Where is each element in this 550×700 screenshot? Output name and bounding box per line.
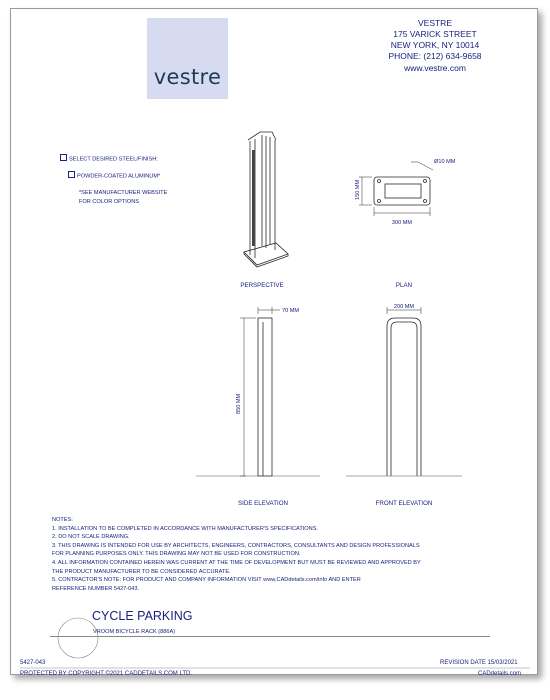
company-street: 175 VARICK STREET — [393, 29, 477, 39]
side-elevation-label: SIDE ELEVATION — [238, 500, 288, 507]
company-website: www.vestre.com — [404, 63, 466, 73]
color-note-1: *SEE MANUFACTURER WEBSITE — [79, 190, 168, 196]
note-item: 5. CONTRACTOR'S NOTE: FOR PRODUCT AND COMPANY INFORMATION VISIT www.CADdetails.com/info AND ENTER — [52, 577, 361, 584]
color-note-2: FOR COLOR OPTIONS — [79, 199, 139, 205]
company-city: NEW YORK, NY 10014 — [390, 40, 480, 50]
note-item: 1. INSTALLATION TO BE COMPLETED IN ACCORDANCE WITH MANUFACTURER'S SPECIFICATIONS. — [52, 525, 318, 532]
side-height-dim: 850 MM — [236, 393, 242, 414]
title-circle — [58, 618, 98, 658]
note-item: FOR PLANNING PURPOSES ONLY. THIS DRAWING MAY NOT BE USED FOR CONSTRUCTION. — [52, 551, 301, 558]
finish-select-text: SELECT DESIRED STEEL/FINISH: — [69, 156, 158, 163]
perspective-label: PERSPECTIVE — [240, 282, 284, 289]
finish-option-text: POWDER-COATED ALUMINUM* — [77, 173, 161, 180]
perspective-drawing — [244, 132, 288, 267]
revision-date: REVISION DATE 15/03/2021 — [440, 660, 518, 666]
drawing-subtitle: VROOM BICYCLE RACK (886A) — [93, 629, 176, 635]
plan-height-dim: 150 MM — [355, 179, 361, 200]
caddetails-link[interactable]: CADdetails.com — [478, 671, 522, 677]
side-elevation-drawing — [258, 318, 272, 476]
note-item: 4. ALL INFORMATION CONTAINED HEREIN WAS CURRENT AT THE TIME OF DEVELOPMENT BUT MUST BE REVIEWED AND APPROVED BY — [52, 559, 421, 566]
side-width-dim: 70 MM — [282, 308, 300, 314]
plan-width-dim: 300 MM — [391, 220, 413, 226]
plan-diameter-dim: Ø10 MM — [434, 159, 456, 165]
note-item: 2. DO NOT SCALE DRAWING. — [52, 534, 130, 541]
logo-text: vestre — [153, 65, 222, 89]
plan-drawing — [374, 177, 430, 205]
notes-section — [52, 516, 421, 593]
copyright-text: PROTECTED BY COPYRIGHT ©2021 CADDETAILS.COM LTD. — [20, 671, 193, 677]
front-elevation-drawing — [387, 318, 421, 476]
note-item: THE PRODUCT MANUFACTURER TO BE CONSIDERED ACCURATE. — [52, 568, 231, 575]
notes-heading: NOTES: — [52, 517, 73, 523]
company-phone: PHONE: (212) 634-9658 — [388, 51, 482, 61]
title-divider — [50, 636, 490, 637]
front-elevation-label: FRONT ELEVATION — [375, 500, 433, 507]
note-item: 3. THIS DRAWING IS INTENDED FOR USE BY ARCHITECTS, ENGINEERS, CONTRACTORS, CONSULTANTS AND DESIGN PROFESSIONALS — [52, 542, 420, 549]
plan-label: PLAN — [395, 282, 413, 289]
front-width-dim: 200 MM — [393, 304, 415, 310]
drawing-number: 5427-043 — [20, 660, 46, 666]
company-name: VESTRE — [417, 18, 452, 28]
drawing-title: CYCLE PARKING — [92, 609, 193, 623]
note-item: REFERENCE NUMBER 5427-043. — [52, 585, 140, 592]
